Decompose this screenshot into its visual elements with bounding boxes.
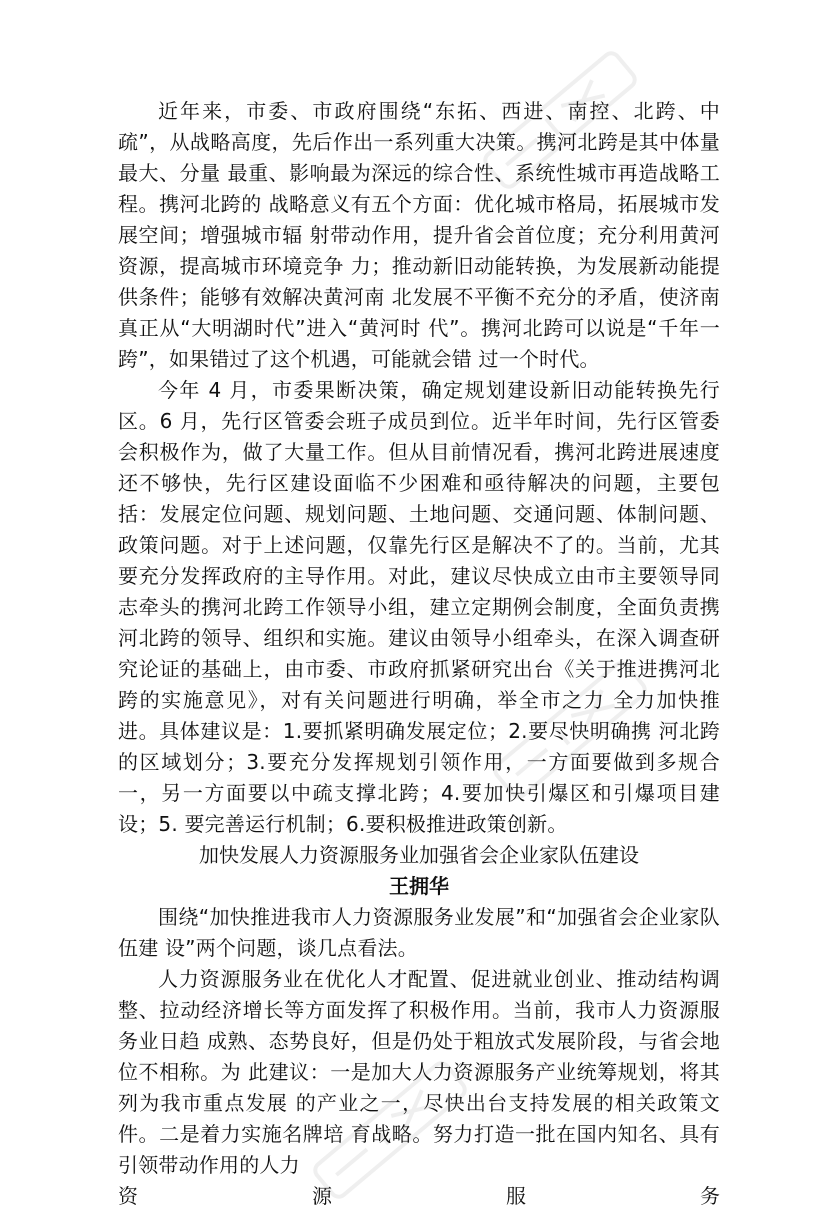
document-body: [118, 96, 720, 1212]
author-name: 王拥华: [389, 874, 449, 898]
last-line-word: 务: [700, 1184, 720, 1208]
paragraph-pilot-zone-proposals: 今年 4 月，市委果断决策，确定规划建设新旧动能转换先行区。6 月，先行区管委会班子成员到位。近半年时间，先行区管委会积极作为，做了大量工作。但从目前情况看，携河北跨进展速度还不够快，先行区建设面临不少困难和亟待解决的问题，主要包括：发展定位问题、规划问题、土地问题、交通问题、体制问题、政策问题。对于上述问题，仅靠先行区是解决不了的。当前，尤其要充分发挥政府的主导作用。对此，建议尽快成立由市主要领导同志牵头的携河北跨工作领导小组，建立定期例会制度，全面负责携河北跨的领导、组织和实施。建议由领导小组牵头，在深入调查研究论证的基础上，由市委、市政府抓紧研究出台《关于推进携河北跨的实施意见》，对有关问题进行明确，举全市之力 全力加快推进。具体建议是：1.要抓紧明确发展定位；2.要尽快明确携 河北跨的区域划分；3.要充分发挥规划引领作用，一方面要做到多规合 一，另一方面要以中疏支撑北跨；4.要加快引爆区和引爆项目建设；5. 要完善运行机制；6.要积极推进政策创新。: [118, 378, 720, 836]
last-line-word: 源: [312, 1184, 332, 1208]
last-line-word: 资: [118, 1184, 138, 1208]
justified-last-line: [118, 1181, 720, 1212]
paragraph-hr-services: 人力资源服务业在优化人才配置、促进就业创业、推动结构调整、拉动经济增长等方面发挥了积极作用。当前，我市人力资源服务业日趋 成熟、态势良好，但是仍处于粗放式发展阶段，与省会地位不相称。为 此建议：一是加大人力资源服务产业统筹规划，将其列为我市重点发展 的产业之一，尽快出台支持发展的相关政策文件。二是着力实施名牌培 育战略。努力打造一批在国内知名、具有引领带动作用的人力: [118, 967, 720, 1177]
paragraph-north-crossing-strategy: 近年来，市委、市政府围绕“东拓、西进、南控、北跨、中疏”，从战略高度，先后作出一系列重大决策。携河北跨是其中体量最大、分量 最重、影响最为深远的综合性、系统性城市再造战略工程。携河北跨的 战略意义有五个方面：优化城市格局，拓展城市发展空间；增强城市辐 射带动作用，提升省会首位度；充分利用黄河资源，提高城市环境竞争 力；推动新旧动能转换，为发展新动能提供条件；能够有效解决黄河南 北发展不平衡不充分的矛盾，使济南真正从“大明湖时代”进入“黄河时 代”。携河北跨可以说是“千年一跨”，如果错过了这个机遇，可能就会错 过一个时代。: [118, 99, 720, 371]
last-line-word: 服: [506, 1184, 526, 1208]
section-title: 加快发展人力资源服务业加强省会企业家队伍建设: [199, 843, 639, 867]
paragraph-intro: 围绕“加快推进我市人力资源服务业发展”和“加强省会企业家队伍建 设”两个问题，谈几点看法。: [118, 905, 720, 960]
